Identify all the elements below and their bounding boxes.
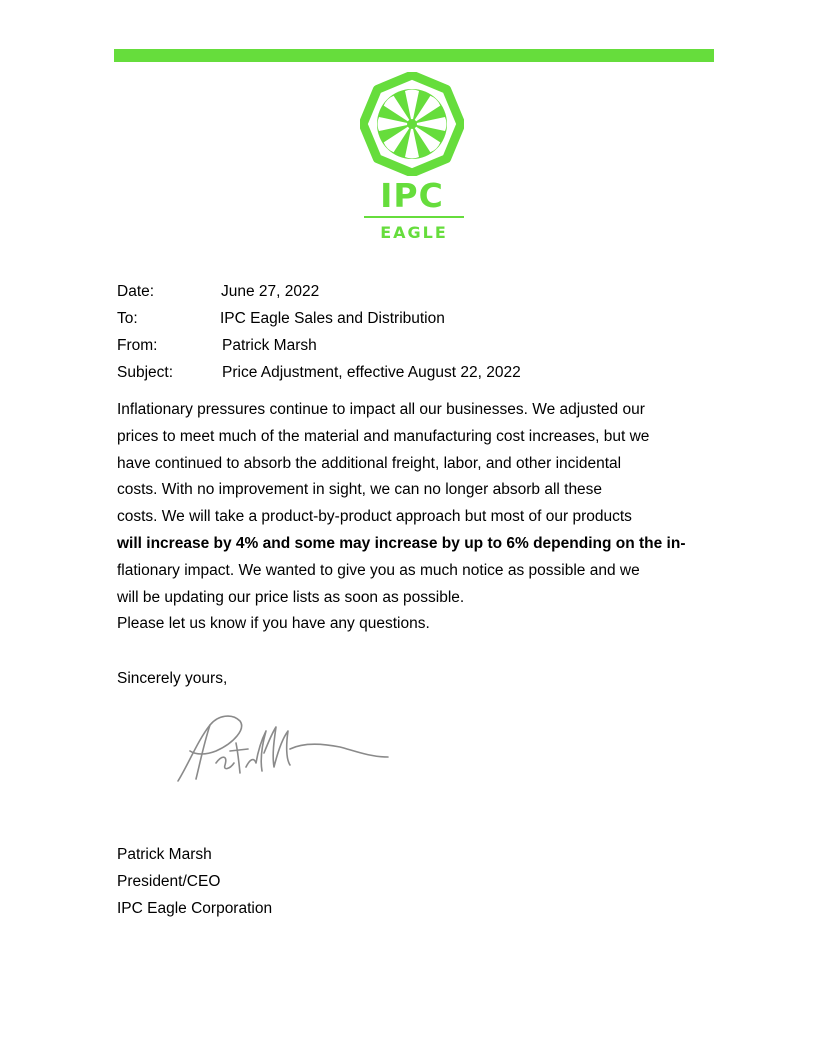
- header-accent-bar: [114, 49, 714, 62]
- memo-subject-value: Price Adjustment, effective August 22, 2022: [222, 364, 521, 381]
- signer-name: Patrick Marsh: [117, 846, 212, 863]
- body-line: Inflationary pressures continue to impact all our businesses. We adjusted our: [117, 401, 645, 418]
- salutation: Sincerely yours,: [117, 670, 228, 687]
- octagon-wheel-icon: [360, 72, 464, 176]
- body-line: have continued to absorb the additional freight, labor, and other incidental: [117, 454, 622, 472]
- memo-from-value: Patrick Marsh: [222, 337, 317, 354]
- handwritten-signature: [170, 705, 400, 790]
- memo-subject-label: Subject:: [117, 364, 174, 381]
- body-line: prices to meet much of the material and manufacturing cost increases, but we: [117, 427, 650, 445]
- memo-from-label: From:: [117, 337, 158, 354]
- memo-to-value: IPC Eagle Sales and Distribution: [220, 310, 445, 327]
- company-logo: [360, 72, 468, 242]
- body-closing-line: Please let us know if you have any questions.: [117, 615, 430, 633]
- letter-body: [117, 397, 717, 638]
- body-line: flationary impact. We wanted to give you as much notice as possible and we: [117, 561, 640, 579]
- logo-divider: [364, 216, 464, 218]
- body-line: will be updating our price lists as soon as possible.: [117, 588, 465, 606]
- signer-company: IPC Eagle Corporation: [117, 900, 273, 917]
- memo-date-value: June 27, 2022: [221, 283, 320, 300]
- body-line: costs. With no improvement in sight, we can no longer absorb all these: [117, 481, 603, 499]
- signer-title: President/CEO: [117, 873, 221, 890]
- body-line: costs. We will take a product-by-product approach but most of our products: [117, 508, 632, 526]
- body-line-emphasis: will increase by 4% and some may increase by up to 6% depending on the in-: [117, 534, 686, 552]
- logo-wordmark: IPC: [380, 176, 444, 215]
- memo-date-label: Date:: [117, 283, 155, 300]
- logo-subname: EAGLE: [380, 223, 448, 242]
- memo-to-label: To:: [117, 310, 138, 327]
